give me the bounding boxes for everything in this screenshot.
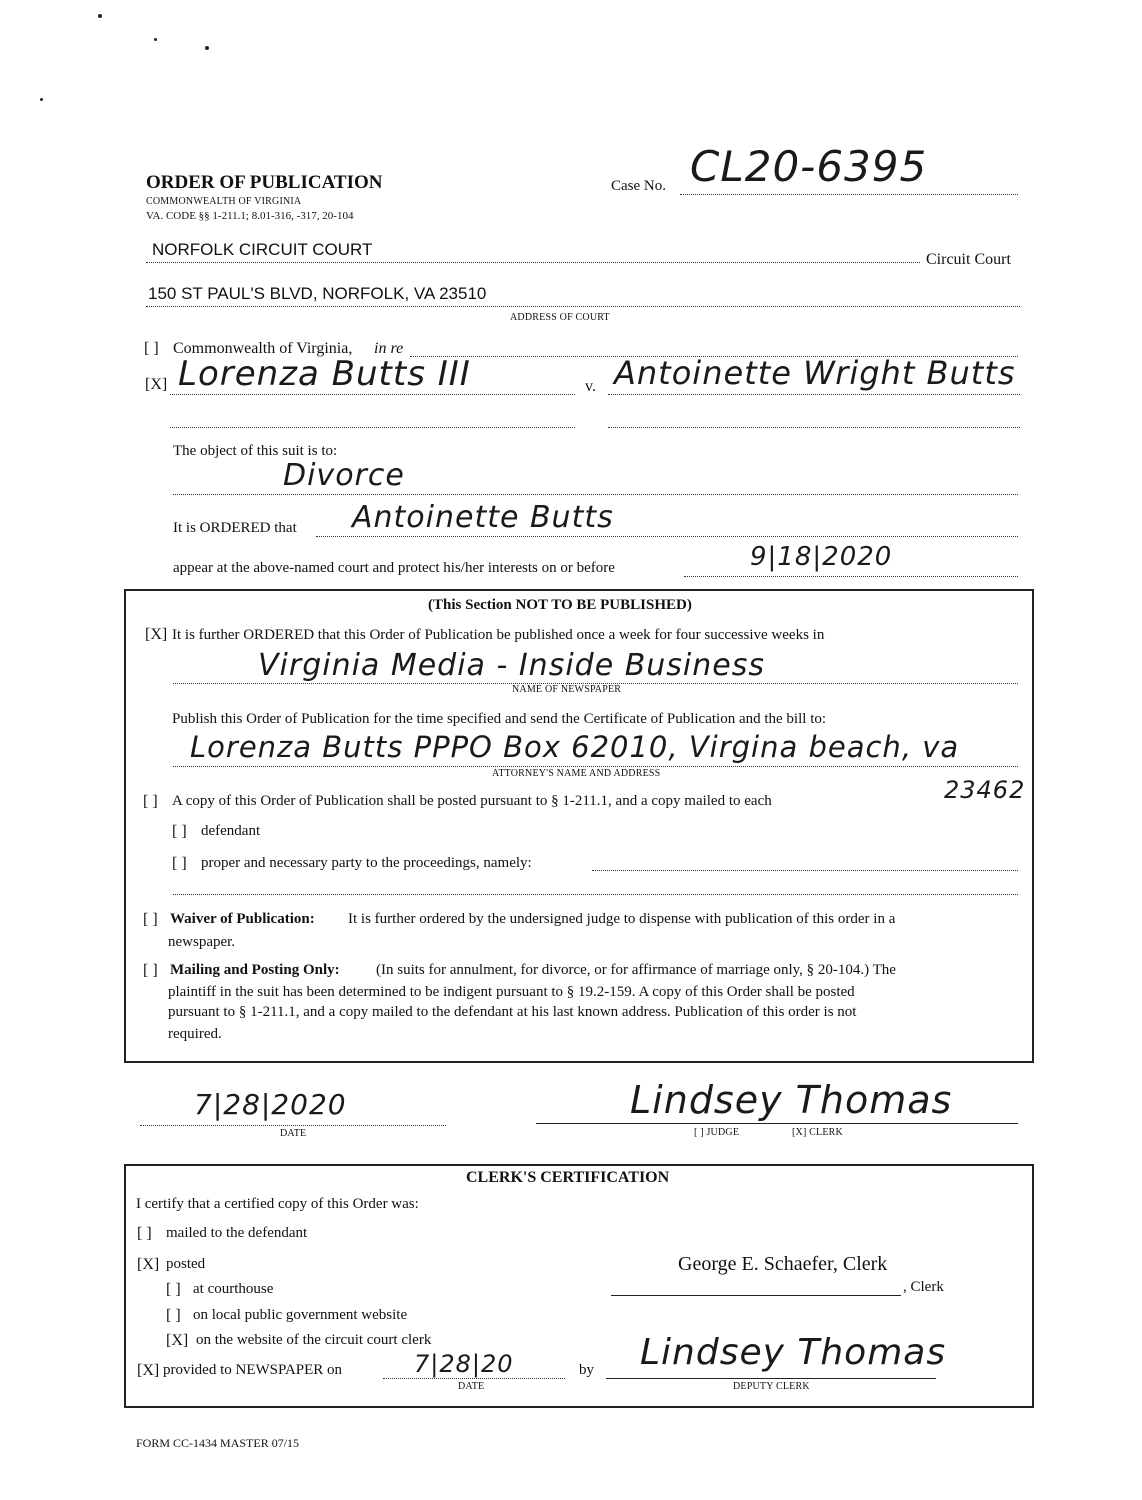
certification-heading: CLERK'S CERTIFICATION xyxy=(466,1169,670,1186)
defendant-line xyxy=(608,394,1020,395)
proper-party-label: proper and necessary party to the proceedings, namely: xyxy=(201,855,532,871)
attorney-zip: 23462 xyxy=(944,776,1026,804)
form-number: FORM CC-1434 MASTER 07/15 xyxy=(136,1436,300,1450)
publish-text: Publish this Order of Publication for the time specified and send the Certificate of Publication and the bill to: xyxy=(172,711,827,727)
mailed-label: mailed to the defendant xyxy=(166,1225,308,1241)
order-date-line xyxy=(140,1125,446,1126)
court-address-line xyxy=(146,306,1020,307)
provided-by-label: by xyxy=(579,1362,594,1378)
case-number-value: CL20-6395 xyxy=(690,142,928,191)
posted-checkbox[interactable]: [X] xyxy=(137,1256,160,1273)
court-name: NORFOLK CIRCUIT COURT xyxy=(152,240,373,259)
clerk-checkbox[interactable]: [X] CLERK xyxy=(792,1127,843,1138)
scan-speck xyxy=(154,38,157,41)
mailing-posting-text-1: (In suits for annulment, for divorce, or for affirmance of marriage only, § 20-104.) The xyxy=(376,962,896,978)
proper-party-checkbox[interactable]: [ ] xyxy=(172,855,187,872)
gov-website-checkbox[interactable]: [ ] xyxy=(166,1307,181,1324)
scan-speck xyxy=(40,98,43,101)
provided-date-line xyxy=(383,1378,565,1379)
provided-checkbox[interactable]: [X] xyxy=(137,1362,160,1379)
clerk-name-suffix: , Clerk xyxy=(903,1279,944,1295)
defendant-name: Antoinette Wright Butts xyxy=(614,354,1016,392)
provided-date-caption: DATE xyxy=(458,1381,485,1392)
defendant-checkbox[interactable]: [ ] xyxy=(172,823,187,840)
not-published-heading: (This Section NOT TO BE PUBLISHED) xyxy=(428,597,692,613)
attorney-address: Lorenza Butts PPPO Box 62010, Virgina beach, va xyxy=(190,730,960,764)
waiver-text-2: newspaper. xyxy=(168,934,236,950)
courthouse-checkbox[interactable]: [ ] xyxy=(166,1281,181,1298)
case-number-label: Case No. xyxy=(611,178,666,194)
attorney-caption: ATTORNEY'S NAME AND ADDRESS xyxy=(492,768,661,779)
ordered-name: Antoinette Butts xyxy=(352,500,614,535)
scan-speck xyxy=(205,46,209,50)
deputy-clerk-signature: Lindsey Thomas xyxy=(640,1332,947,1373)
copy-posted-text: A copy of this Order of Publication shall be posted pursuant to § 1-211.1, and a copy mailed to each xyxy=(172,793,772,809)
judge-clerk-signature-line xyxy=(536,1123,1018,1124)
clerk-name: George E. Schaefer, Clerk xyxy=(678,1253,888,1275)
mailing-posting-text-4: required. xyxy=(168,1026,222,1042)
form-subtitle-code: VA. CODE §§ 1-211.1; 8.01-316, -317, 20-104 xyxy=(146,210,354,222)
commonwealth-label: Commonwealth of Virginia, xyxy=(173,340,353,357)
deputy-clerk-signature-line xyxy=(606,1378,936,1379)
scan-speck xyxy=(98,14,102,18)
mailing-posting-checkbox[interactable]: [ ] xyxy=(143,962,158,979)
commonwealth-checkbox[interactable]: [ ] xyxy=(144,340,159,357)
further-ordered-text: It is further ORDERED that this Order of Publication be published once a week for four successive weeks in xyxy=(172,627,825,643)
newspaper-caption: NAME OF NEWSPAPER xyxy=(512,684,622,695)
plaintiff-line xyxy=(170,394,575,395)
courthouse-label: at courthouse xyxy=(193,1281,274,1297)
copy-posted-checkbox[interactable]: [ ] xyxy=(143,793,158,810)
defendant-line-2 xyxy=(608,427,1020,428)
judge-clerk-signature: Lindsey Thomas xyxy=(630,1078,953,1122)
object-line xyxy=(173,494,1018,495)
object-value: Divorce xyxy=(283,458,405,493)
waiver-checkbox[interactable]: [ ] xyxy=(143,911,158,928)
ordered-line xyxy=(316,536,1018,537)
order-date-caption: DATE xyxy=(280,1128,307,1139)
case-number-line xyxy=(680,194,1018,195)
appear-text: appear at the above-named court and protect his/her interests on or before xyxy=(173,560,615,576)
judge-checkbox[interactable]: [ ] JUDGE xyxy=(694,1127,740,1138)
plaintiff-name: Lorenza Butts III xyxy=(178,354,471,394)
versus-label: v. xyxy=(585,378,596,395)
court-suffix: Circuit Court xyxy=(926,251,1011,268)
defendant-label: defendant xyxy=(201,823,261,839)
gov-website-label: on local public government website xyxy=(193,1307,408,1323)
certification-intro: I certify that a certified copy of this Order was: xyxy=(136,1196,419,1212)
proper-party-line xyxy=(592,870,1018,871)
in-re-label: in re xyxy=(374,340,404,357)
versus-checkbox[interactable]: [X] xyxy=(145,376,168,393)
posted-label: posted xyxy=(166,1256,206,1272)
order-date: 7|28|2020 xyxy=(194,1088,347,1121)
waiver-text-1: It is further ordered by the undersigned judge to dispense with publication of this order in a xyxy=(348,911,896,927)
clerk-website-checkbox[interactable]: [X] xyxy=(166,1332,189,1349)
mailing-posting-title: Mailing and Posting Only: xyxy=(170,962,340,978)
ordered-label: It is ORDERED that xyxy=(173,520,297,536)
court-address-caption: ADDRESS OF COURT xyxy=(510,312,610,323)
waiver-title: Waiver of Publication: xyxy=(170,911,315,927)
object-label: The object of this suit is to: xyxy=(173,443,338,459)
provided-label: provided to NEWSPAPER on xyxy=(163,1362,343,1378)
form-title: ORDER OF PUBLICATION xyxy=(146,172,383,193)
plaintiff-line-2 xyxy=(170,427,575,428)
mailing-posting-text-2: plaintiff in the suit has been determined to be indigent pursuant to § 19.2-159. A copy of this Order shall be posted xyxy=(168,984,855,1000)
provided-date: 7|28|20 xyxy=(414,1350,514,1378)
proper-party-line-2 xyxy=(173,894,1018,895)
attorney-line xyxy=(173,766,1018,767)
further-ordered-checkbox[interactable]: [X] xyxy=(145,626,168,643)
mailed-checkbox[interactable]: [ ] xyxy=(137,1225,152,1242)
court-name-line xyxy=(146,262,920,263)
clerk-name-line xyxy=(611,1295,901,1296)
mailing-posting-text-3: pursuant to § 1-211.1, and a copy mailed to the defendant at his last known address. Publication of this order is not xyxy=(168,1004,857,1020)
appear-date: 9|18|2020 xyxy=(750,542,893,572)
newspaper-name: Virginia Media - Inside Business xyxy=(258,648,765,683)
deputy-clerk-caption: DEPUTY CLERK xyxy=(733,1381,810,1392)
court-address: 150 ST PAUL'S BLVD, NORFOLK, VA 23510 xyxy=(148,284,487,303)
form-subtitle-commonwealth: COMMONWEALTH OF VIRGINIA xyxy=(146,196,302,207)
clerk-website-label: on the website of the circuit court clerk xyxy=(196,1332,432,1348)
appear-date-line xyxy=(684,576,1018,577)
